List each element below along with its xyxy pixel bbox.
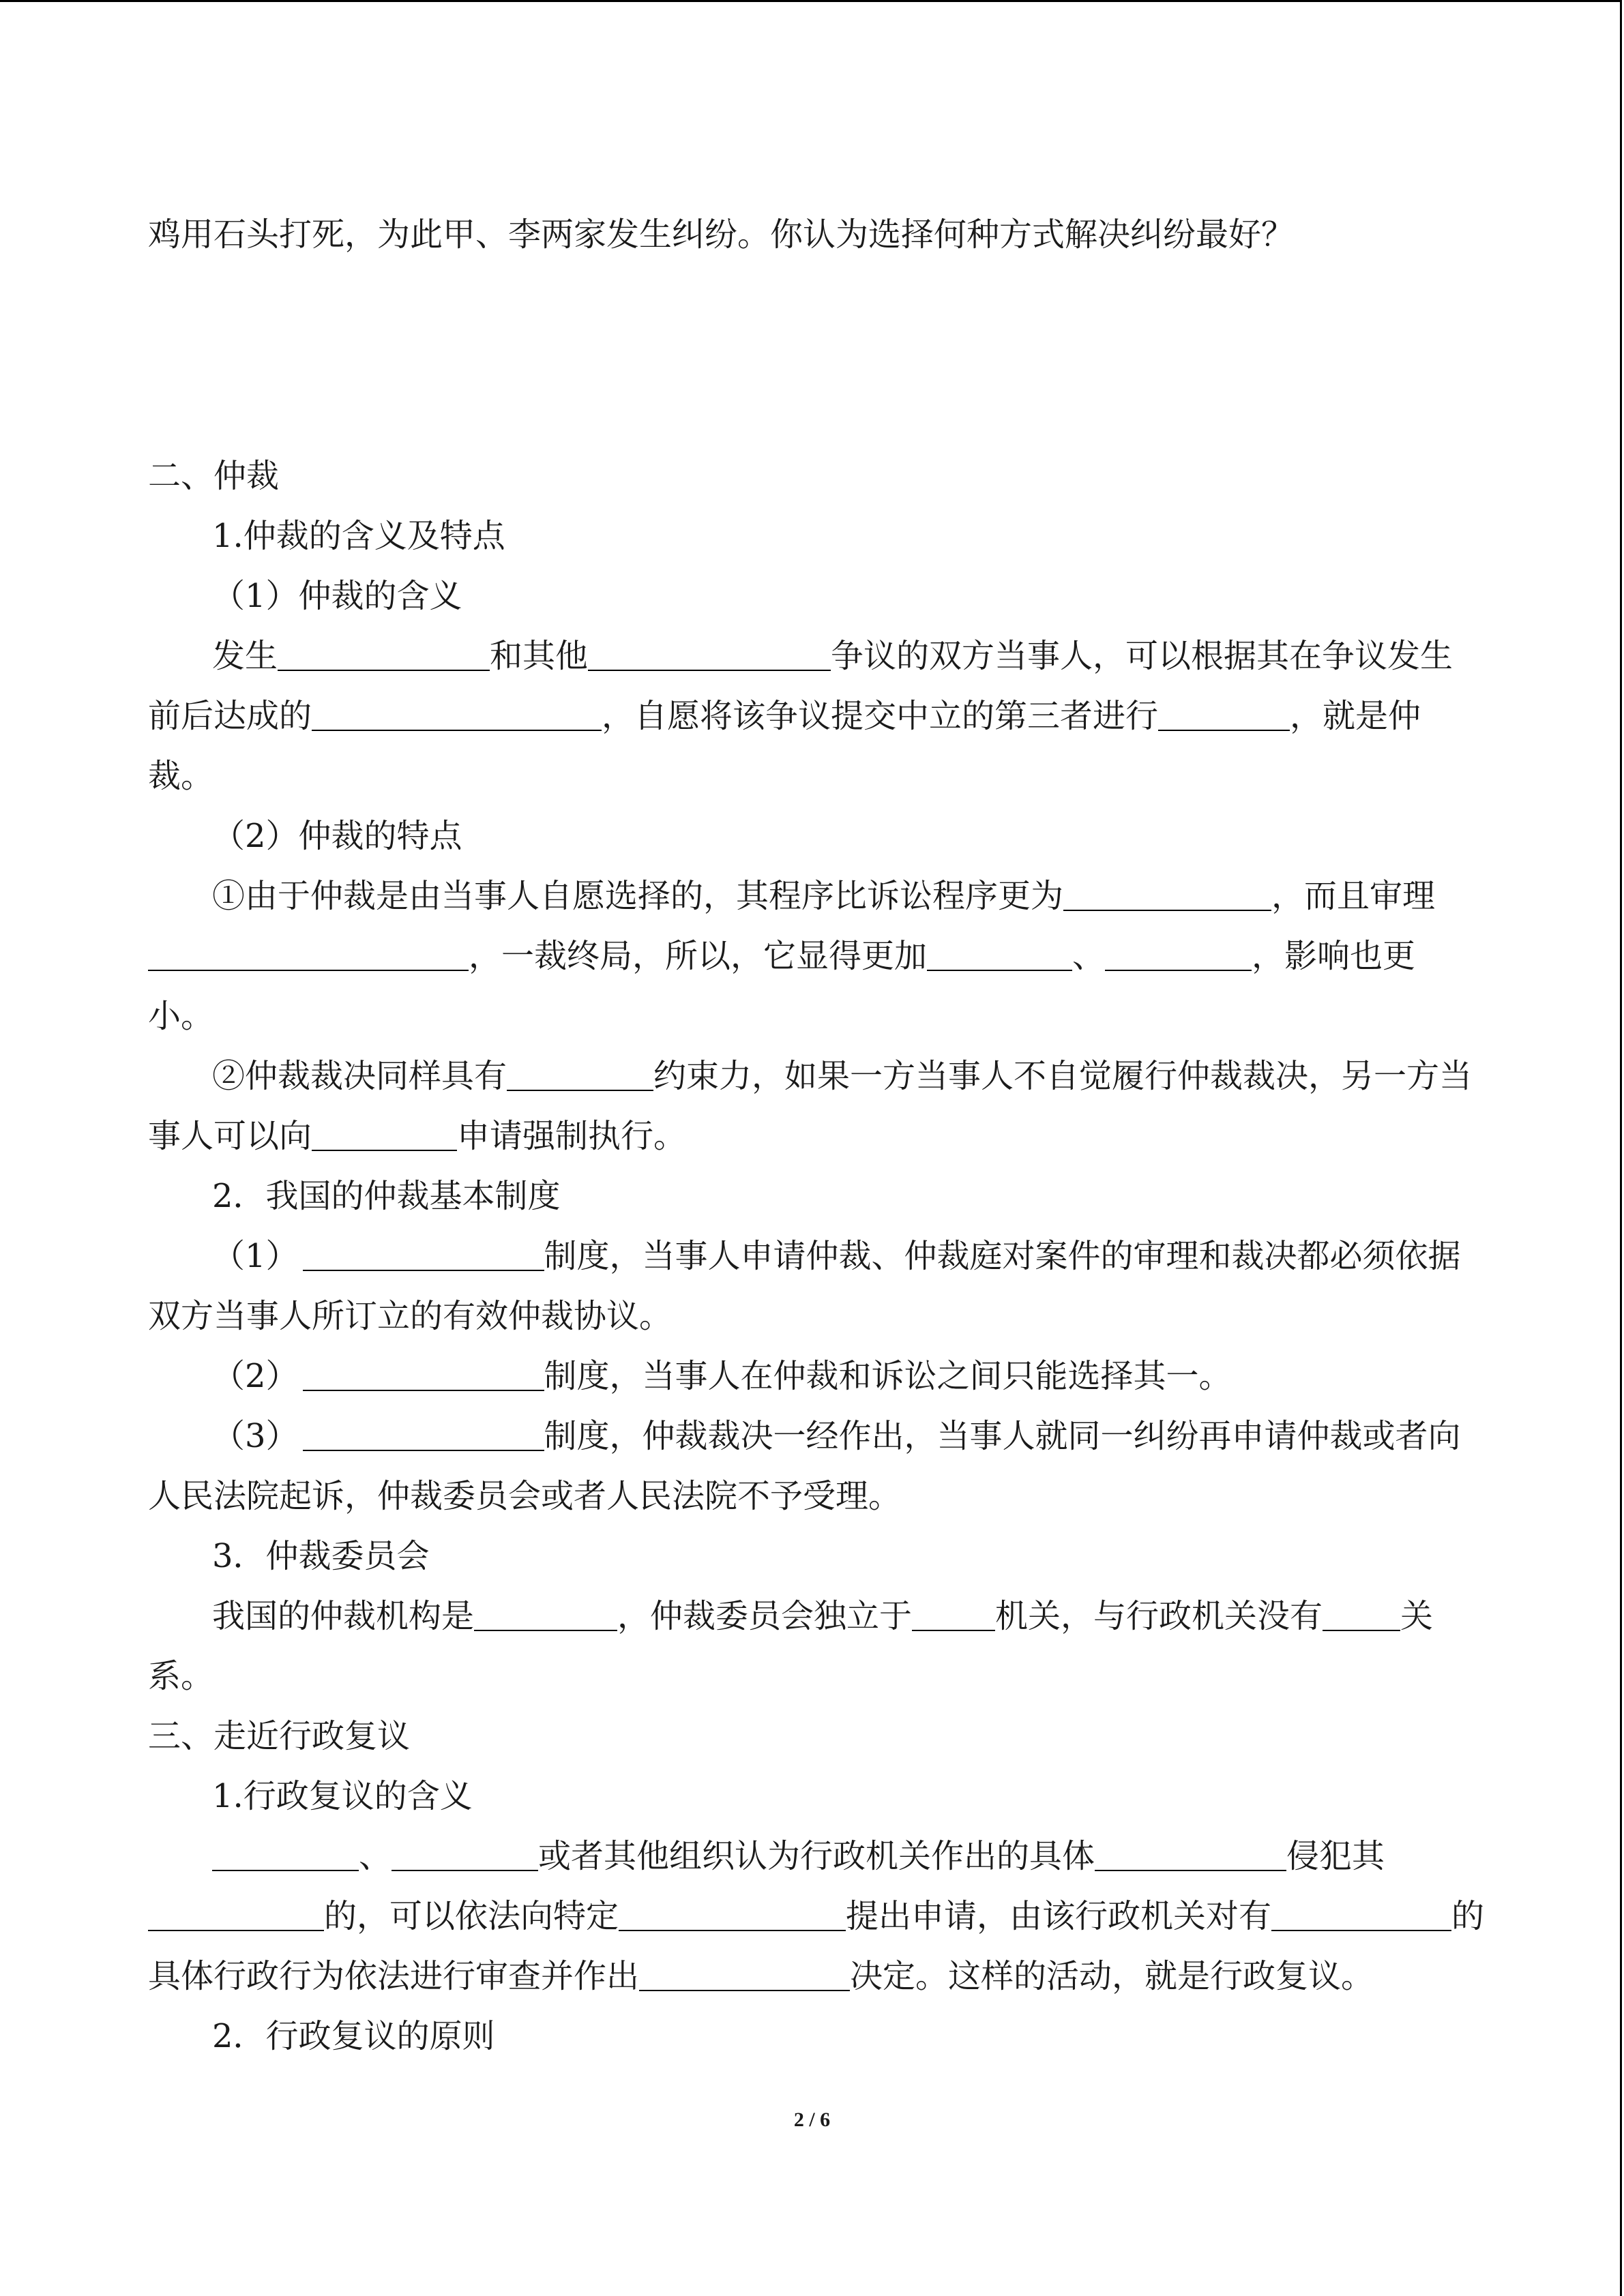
paragraph-text: 事人可以向: [148, 1117, 312, 1155]
fill-in-blank: [148, 1903, 324, 1931]
paragraph-line: [148, 1466, 901, 1526]
paragraph-line: [148, 686, 1421, 746]
fill-in-blank: [278, 642, 490, 671]
paragraph-line: [212, 1826, 1385, 1886]
paragraph-text: 具体行政行为依法进行审查并作出: [148, 1957, 640, 1995]
paragraph-text: 侵犯其: [1286, 1837, 1385, 1875]
subheading-committee: [212, 1526, 430, 1586]
paragraph-text: 裁。: [148, 757, 214, 795]
fill-in-blank: [303, 1242, 544, 1271]
fill-in-blank: [392, 1843, 538, 1871]
fill-in-blank: [474, 1602, 617, 1631]
paragraph-text: 约束力，如果一方当事人不自觉履行仲裁裁决，另一方当: [653, 1057, 1473, 1095]
paragraph-text: 的，可以依法向特定: [324, 1897, 619, 1935]
paragraph-text: ，而且审理: [1271, 877, 1436, 915]
fill-in-blank: [1095, 1843, 1286, 1871]
paragraph-text: 前后达成的: [148, 697, 312, 735]
paragraph-line: [212, 866, 1435, 926]
fill-in-blank: [639, 1963, 850, 1991]
fill-in-blank: [212, 1843, 359, 1871]
subheading-review-principles: [212, 2006, 495, 2066]
paragraph-text: 制度，当事人在仲裁和诉讼之间只能选择其一。: [544, 1357, 1232, 1395]
paragraph-line: [148, 1646, 213, 1706]
paragraph-text: 发生: [212, 637, 278, 675]
item-heading-text: （1）仲裁的含义: [212, 577, 462, 615]
paragraph-text: 人民法院起诉，仲裁委员会或者人民法院不予受理。: [148, 1477, 902, 1515]
subheading-text: 2．行政复议的原则: [212, 2017, 495, 2055]
item-heading-features: [212, 806, 462, 866]
item-heading-meaning: [212, 566, 462, 626]
paragraph-line: [148, 926, 1415, 986]
list-number: （2）: [212, 1357, 299, 1395]
paragraph-text: ，一裁终局，所以，它显得更加: [469, 937, 928, 975]
paragraph-text: 系。: [148, 1657, 214, 1695]
paragraph-line: [212, 1046, 1472, 1106]
section-heading-arbitration: [148, 446, 279, 506]
page-number: 2 / 6: [793, 2108, 831, 2131]
paragraph-line: [148, 1946, 1374, 2006]
section-heading-review: [148, 1706, 410, 1766]
paragraph-line: [148, 1886, 1484, 1946]
subheading-text: 1.仲裁的含义及特点: [212, 517, 505, 555]
subheading-meaning-features: [212, 506, 505, 566]
paragraph-line: [212, 1586, 1433, 1646]
paragraph-text: ，影响也更: [1252, 937, 1416, 975]
paragraph-text: 机关，与行政机关没有: [995, 1597, 1323, 1635]
fill-in-blank: [312, 1122, 457, 1151]
fill-in-blank: [148, 942, 469, 971]
fill-in-blank: [927, 942, 1072, 971]
paragraph-text: 、: [1072, 937, 1106, 975]
paragraph-line: [212, 626, 1453, 686]
question-text: 鸡用石头打死，为此甲、李两家发生纠纷。你认为选择何种方式解决纠纷最好？: [148, 215, 1295, 254]
paragraph-text: 争议的双方当事人，可以根据其在争议发生: [831, 637, 1453, 675]
paragraph-text: 关: [1400, 1597, 1434, 1635]
paragraph-text: 我国的仲裁机构是: [212, 1597, 475, 1635]
fill-in-blank: [588, 642, 831, 671]
paragraph-text: 决定。这样的活动，就是行政复议。: [850, 1957, 1374, 1995]
fill-in-blank: [1158, 702, 1290, 731]
paragraph-text: 或者其他组织认为行政机关作出的具体: [538, 1837, 1095, 1875]
subheading-text: 3．仲裁委员会: [212, 1537, 430, 1575]
paragraph-line: [212, 1406, 1461, 1466]
list-number: （1）: [212, 1237, 299, 1275]
fill-in-blank: [912, 1602, 995, 1631]
fill-in-blank: [303, 1422, 544, 1451]
paragraph-line: [212, 1226, 1461, 1286]
paragraph-text: 的: [1451, 1897, 1485, 1935]
paragraph-line: [148, 746, 213, 806]
item-heading-text: （2）仲裁的特点: [212, 817, 462, 855]
fill-in-blank: [303, 1362, 544, 1391]
paragraph-text: ②仲裁裁决同样具有: [212, 1057, 507, 1095]
fill-in-blank: [1063, 882, 1271, 911]
paragraph-text: 制度，仲裁裁决一经作出，当事人就同一纠纷再申请仲裁或者向: [544, 1417, 1461, 1455]
fill-in-blank: [507, 1062, 653, 1091]
paragraph-line: [148, 986, 213, 1046]
paragraph-text: ，仲裁委员会独立于: [617, 1597, 913, 1635]
paragraph-text: 申请强制执行。: [457, 1117, 687, 1155]
paragraph-text: 小。: [148, 997, 214, 1035]
paragraph-text: 制度，当事人申请仲裁、仲裁庭对案件的审理和裁决都必须依据: [544, 1237, 1461, 1275]
subheading-text: 1.行政复议的含义: [212, 1777, 473, 1815]
subheading-text: 2．我国的仲裁基本制度: [212, 1177, 561, 1215]
paragraph-text: ①由于仲裁是由当事人自愿选择的，其程序比诉讼程序更为: [212, 877, 1064, 915]
paragraph-line: [148, 1286, 672, 1346]
list-number: （3）: [212, 1417, 299, 1455]
paragraph-text: ，就是仲: [1290, 697, 1421, 735]
paragraph-line: [212, 1346, 1232, 1406]
paragraph-text: 双方当事人所订立的有效仲裁协议。: [148, 1297, 673, 1335]
paragraph-text: 和其他: [490, 637, 589, 675]
paragraph-text: 提出申请，由该行政机关对有: [846, 1897, 1272, 1935]
paragraph-text: 、: [359, 1837, 392, 1875]
fill-in-blank: [1323, 1602, 1400, 1631]
fill-in-blank: [312, 702, 602, 731]
subheading-system: [212, 1166, 561, 1226]
paragraph-text: ，自愿将该争议提交中立的第三者进行: [602, 697, 1159, 735]
section-heading: 三、走近行政复议: [148, 1717, 411, 1755]
paragraph-line: [148, 1106, 686, 1166]
section-heading: 二、仲裁: [148, 457, 280, 495]
subheading-review-meaning: [212, 1766, 473, 1826]
fill-in-blank: [619, 1903, 846, 1931]
fill-in-blank: [1105, 942, 1252, 971]
fill-in-blank: [1271, 1903, 1451, 1931]
question-text-line: [148, 205, 1294, 265]
